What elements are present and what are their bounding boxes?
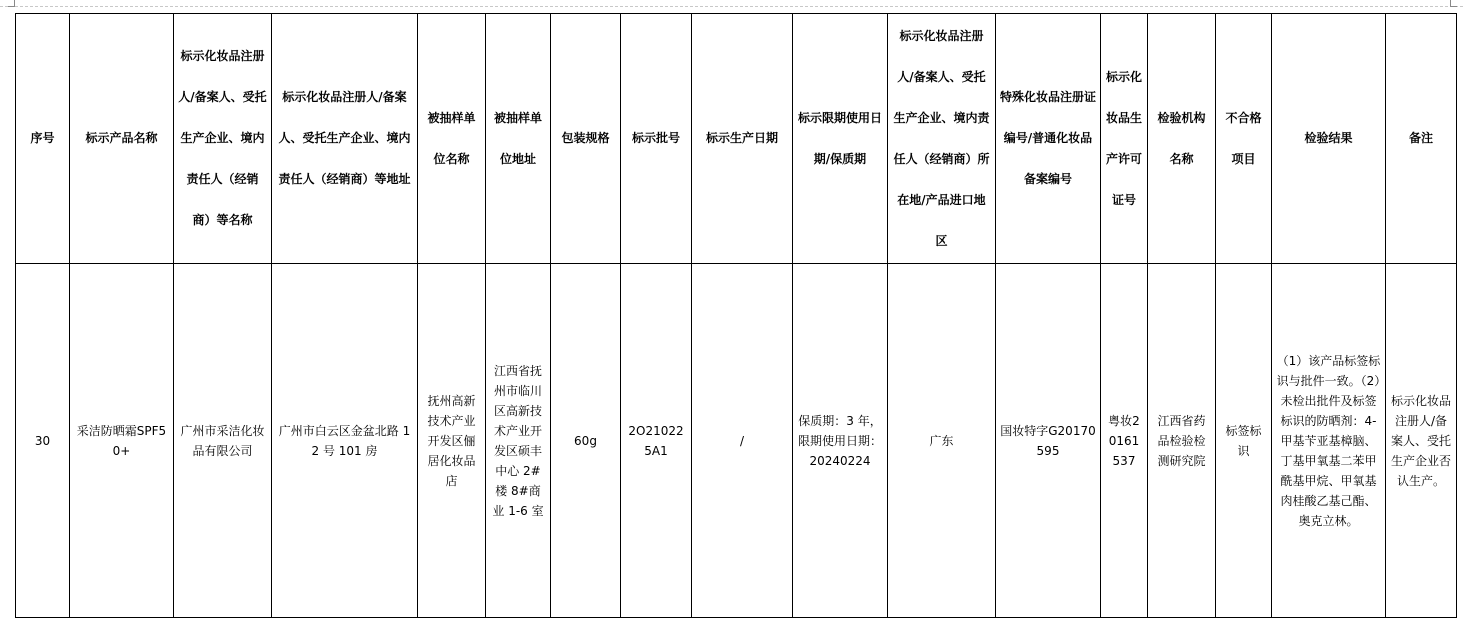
cell-production-date: /: [692, 264, 793, 618]
cell-registration-no: 国妆特字G20170595: [996, 264, 1101, 618]
cell-registrant-name: 广州市采洁化妆品有限公司: [174, 264, 272, 618]
cell-sampled-unit-address: 江西省抚州市临川区高新技术产业开发区硕丰中心 2#楼 8#商业 1-6 室: [486, 264, 551, 618]
header-registrant-name: 标示化妆品注册人/备案人、受托生产企业、境内责任人（经销商）等名称: [174, 14, 272, 264]
header-remarks: 备注: [1386, 14, 1457, 264]
cell-registrant-address: 广州市白云区金盆北路 12 号 101 房: [272, 264, 418, 618]
header-license-no: 标示化妆品生产许可证号: [1101, 14, 1148, 264]
cell-sampled-unit-name: 抚州高新技术产业开发区俪居化妆品店: [418, 264, 486, 618]
cell-license-no: 粤妆20161537: [1101, 264, 1148, 618]
cell-inspection-org: 江西省药品检验检测研究院: [1148, 264, 1216, 618]
crop-mark-top-left: [8, 0, 15, 7]
cell-inspection-result: （1）该产品标签标识与批件一致。（2）未检出批件及标签标识的防晒剂：4-甲基苄亚基樟脑、丁基甲氧基二苯甲酰基甲烷、甲氧基肉桂酸乙基己酯、奥克立林。: [1272, 264, 1386, 618]
crop-mark-top-right: [1450, 0, 1457, 7]
header-production-date: 标示生产日期: [692, 14, 793, 264]
cell-package-spec: 60g: [551, 264, 621, 618]
table-header-row: [16, 14, 1457, 264]
header-sampled-unit-name: 被抽样单位名称: [418, 14, 486, 264]
header-sampled-unit-address: 被抽样单位地址: [486, 14, 551, 264]
page-edge-guide: [0, 6, 1463, 7]
header-registration-no: 特殊化妆品注册证编号/普通化妆品备案编号: [996, 14, 1101, 264]
header-origin-region: 标示化妆品注册人/备案人、受托生产企业、境内责任人（经销商）所在地/产品进口地区: [888, 14, 996, 264]
cell-origin-region: 广东: [888, 264, 996, 618]
table-row: [16, 264, 1457, 618]
header-product-name: 标示产品名称: [70, 14, 174, 264]
cell-shelf-life: 保质期：3 年，限期使用日期：20240224: [793, 264, 888, 618]
header-unqualified-item: 不合格项目: [1216, 14, 1272, 264]
header-package-spec: 包装规格: [551, 14, 621, 264]
header-registrant-address: 标示化妆品注册人/备案人、受托生产企业、境内责任人（经销商）等地址: [272, 14, 418, 264]
header-shelf-life: 标示限期使用日期/保质期: [793, 14, 888, 264]
cell-seq: 30: [16, 264, 70, 618]
cell-product-name: 采洁防晒霜SPF50+: [70, 264, 174, 618]
header-inspection-org: 检验机构名称: [1148, 14, 1216, 264]
cell-remarks: 标示化妆品注册人/备案人、受托生产企业否认生产。: [1386, 264, 1457, 618]
cell-batch-no: 2O210225A1: [621, 264, 692, 618]
header-seq: 序号: [16, 14, 70, 264]
header-inspection-result: 检验结果: [1272, 14, 1386, 264]
inspection-results-table: [15, 13, 1457, 618]
cell-unqualified-item: 标签标识: [1216, 264, 1272, 618]
header-batch-no: 标示批号: [621, 14, 692, 264]
